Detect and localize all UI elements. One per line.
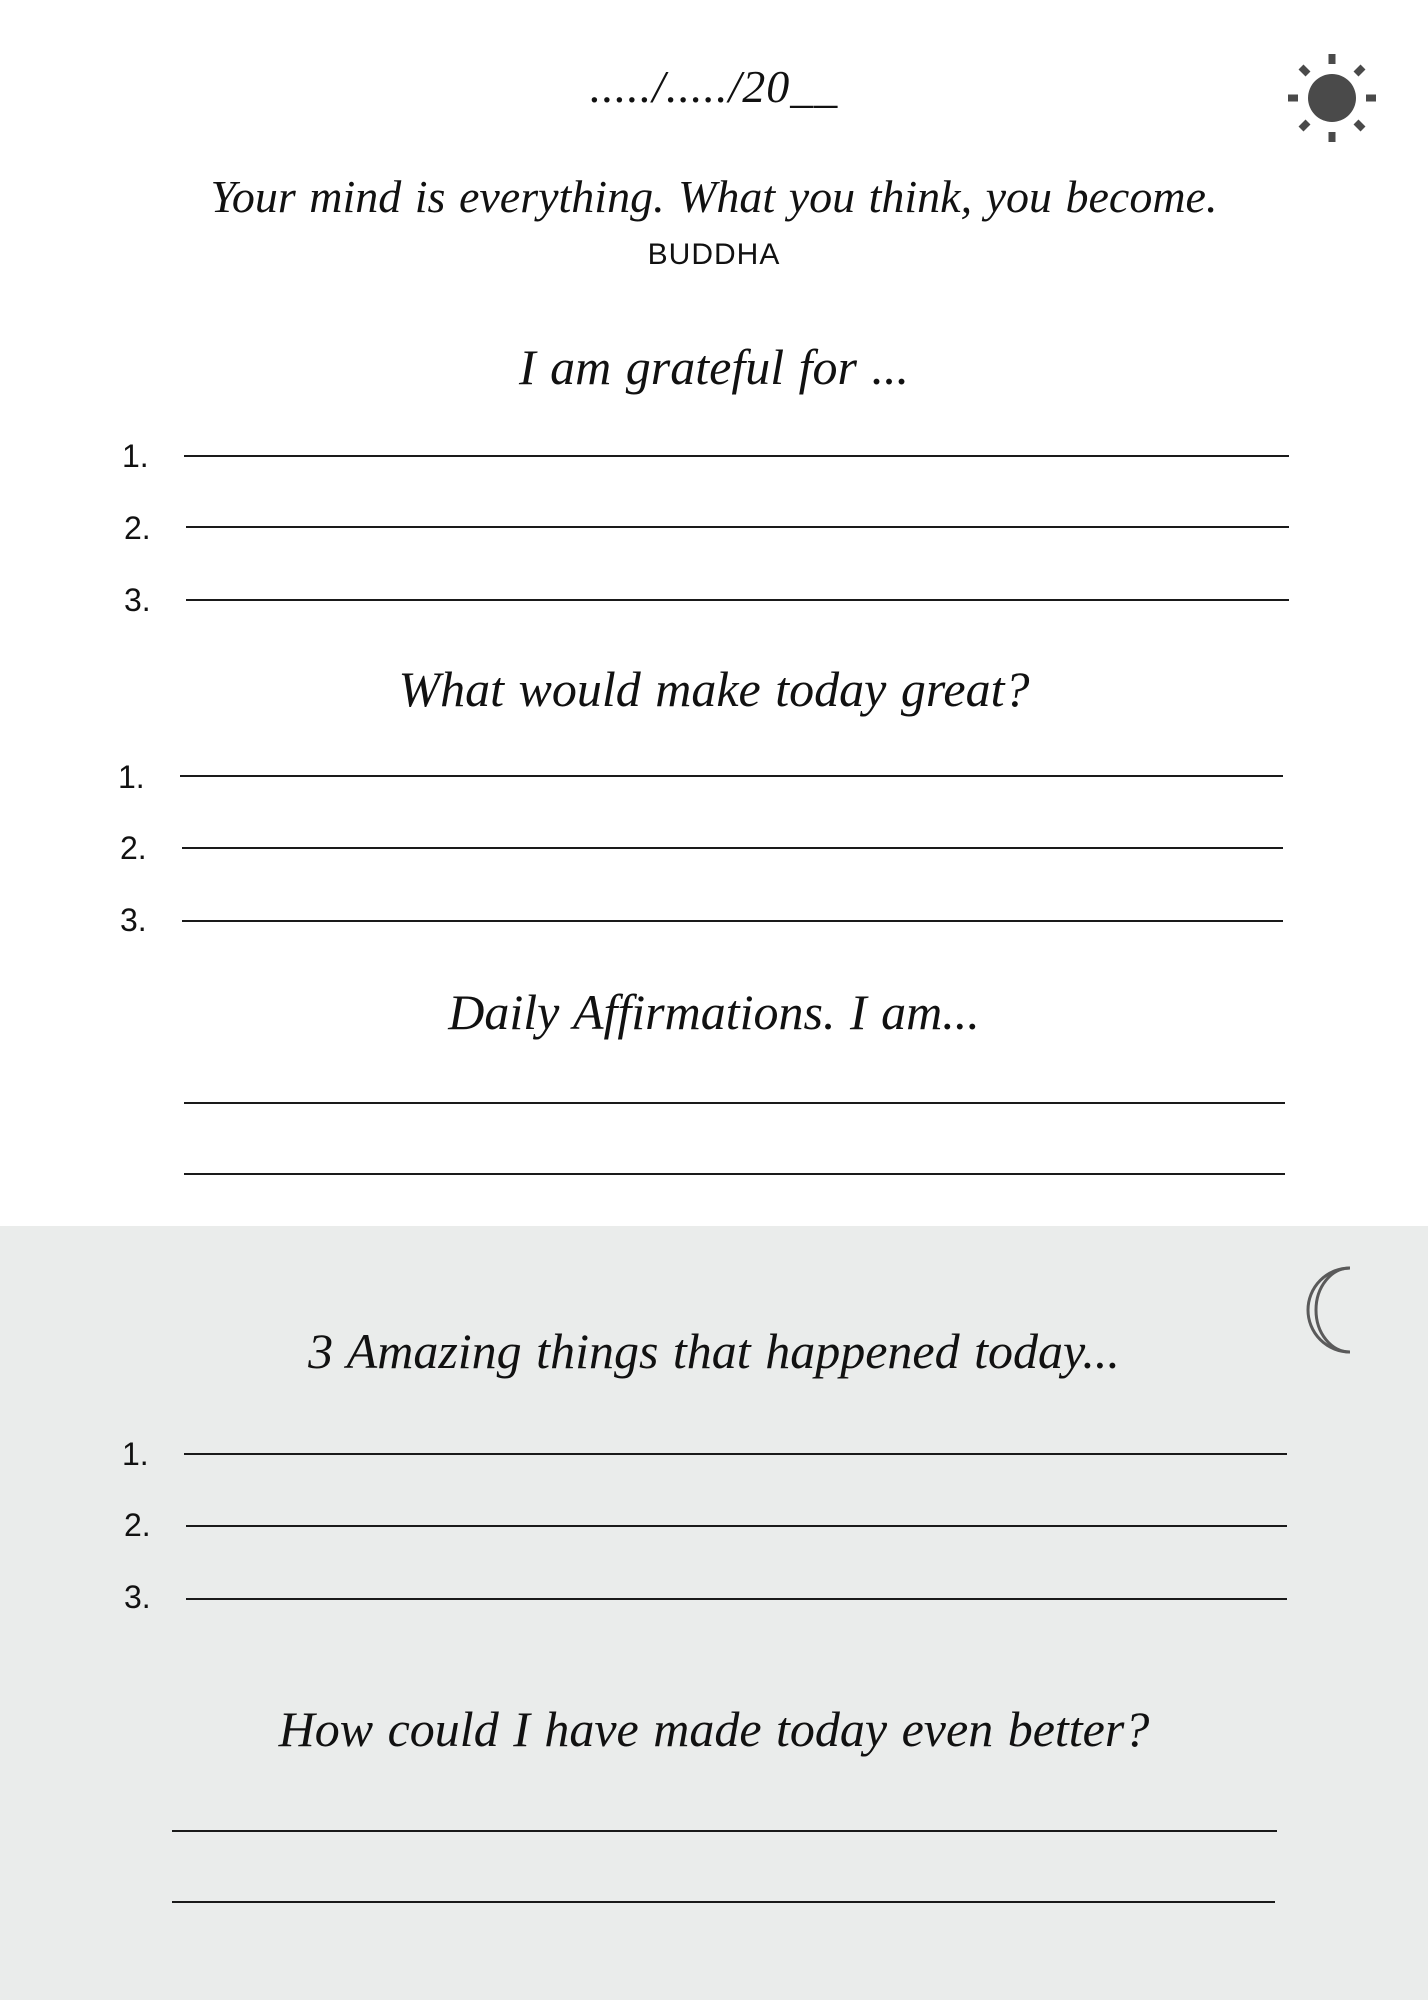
sun-icon	[1284, 50, 1380, 146]
grateful-heading: I am grateful for ...	[519, 339, 909, 395]
amazing-number-3: 3.	[124, 1579, 151, 1615]
great-today-line-1[interactable]	[180, 775, 1283, 777]
affirmations-line-1[interactable]	[184, 1102, 1285, 1104]
better-line-1[interactable]	[172, 1830, 1277, 1832]
quote-text: Your mind is everything. What you think, you become.	[210, 171, 1218, 222]
grateful-number-1: 1.	[122, 438, 149, 474]
amazing-number-1: 1.	[122, 1436, 149, 1472]
great-today-line-3[interactable]	[182, 920, 1283, 922]
grateful-number-2: 2.	[124, 510, 151, 546]
great-today-number-2: 2.	[120, 830, 147, 866]
better-heading: How could I have made today even better?	[278, 1701, 1150, 1757]
affirmations-line-2[interactable]	[184, 1173, 1285, 1175]
date-field[interactable]: ...../...../20__	[589, 61, 839, 112]
great-today-heading: What would make today great?	[398, 661, 1030, 717]
amazing-heading: 3 Amazing things that happened today...	[308, 1323, 1120, 1379]
grateful-line-3[interactable]	[186, 599, 1289, 601]
great-today-number-3: 3.	[120, 902, 147, 938]
great-today-number-1: 1.	[118, 759, 145, 795]
grateful-line-1[interactable]	[184, 455, 1289, 457]
grateful-line-2[interactable]	[186, 526, 1289, 528]
grateful-number-3: 3.	[124, 582, 151, 618]
better-line-2[interactable]	[172, 1901, 1275, 1903]
quote-author: BUDDHA	[647, 238, 781, 271]
amazing-line-1[interactable]	[184, 1453, 1287, 1455]
great-today-line-2[interactable]	[182, 847, 1283, 849]
amazing-line-3[interactable]	[186, 1598, 1287, 1600]
amazing-number-2: 2.	[124, 1507, 151, 1543]
affirmations-heading: Daily Affirmations. I am...	[448, 984, 980, 1040]
amazing-line-2[interactable]	[186, 1525, 1287, 1527]
